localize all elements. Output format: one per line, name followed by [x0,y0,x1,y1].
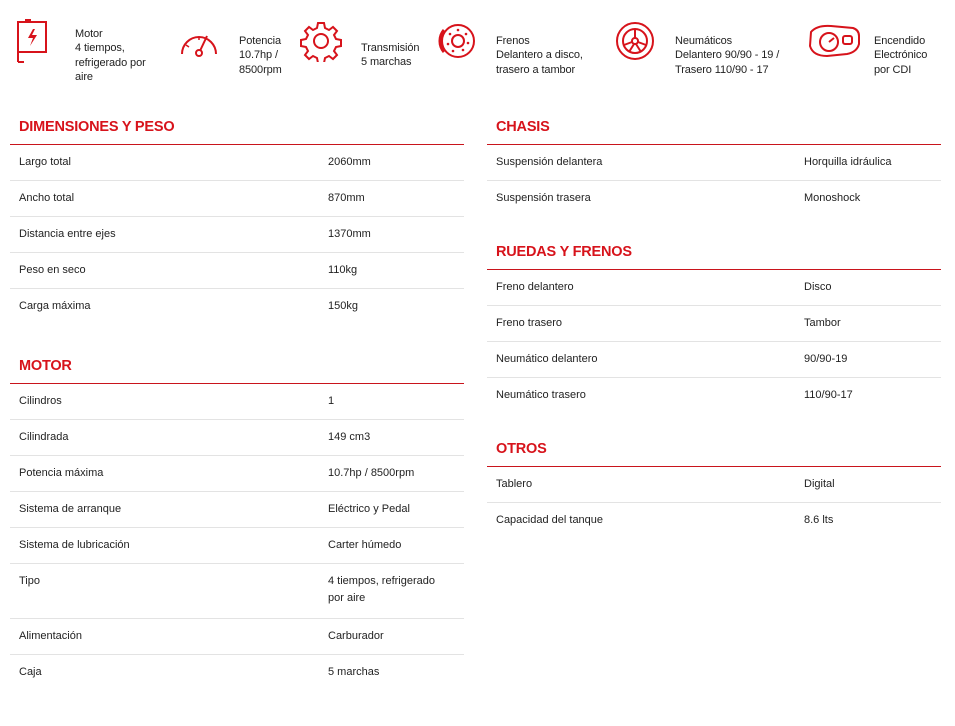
ignition-dashboard-icon [807,22,861,60]
spec-value: Tambor [804,317,841,329]
spec-label: Suspensión delantera [496,156,603,168]
tire-icon [614,20,656,62]
spec-label: Cilindros [19,395,62,407]
spec-value: 2060mm [328,156,371,168]
table-row [10,564,464,619]
table-row [10,420,464,456]
feature-text: Neumáticos Delantero 90/90 - 19 / Trasero 110/90 - 17 [675,34,780,76]
feature-neumaticos [610,0,800,95]
table-row [10,181,464,217]
brake-disc-icon [435,20,477,62]
table-row [10,253,464,289]
feature-frenos [430,0,590,95]
section-chasis [487,110,941,217]
spec-label: Suspensión trasera [496,192,591,204]
section-otros [487,432,941,539]
battery-icon [16,18,52,64]
spec-label: Carga máxima [19,300,91,312]
spec-label: Distancia entre ejes [19,228,116,240]
section-title: OTROS [487,432,941,467]
table-row [487,378,941,414]
table-row [487,342,941,378]
section-title: RUEDAS Y FRENOS [487,235,941,270]
spec-value: 1370mm [328,228,371,240]
table-row [10,619,464,655]
spec-label: Ancho total [19,192,75,204]
speedometer-icon [179,26,219,58]
spec-value: 149 cm3 [328,431,371,443]
spec-label: Tablero [496,478,533,490]
feature-encendido [805,0,955,95]
spec-value: 10.7hp / 8500rpm [328,467,415,479]
spec-label: Potencia máxima [19,467,104,479]
feature-text: Transmisión 5 marchas [361,41,420,68]
spec-value: 4 tiempos, refrigerado por aire [328,575,435,604]
table-row [10,528,464,564]
feature-text: Potencia 10.7hp / 8500rpm [239,34,282,76]
feature-text: Motor 4 tiempos, refrigerado por aire [75,27,146,83]
spec-value: Disco [804,281,832,293]
spec-label: Neumático delantero [496,353,598,365]
feature-transmision [295,0,425,95]
table-row [487,503,941,539]
spec-value: 5 marchas [328,666,380,678]
spec-label: Cilindrada [19,431,69,443]
spec-label: Neumático trasero [496,389,586,401]
section-motor [10,349,464,691]
spec-label: Alimentación [19,630,82,642]
spec-value: Horquilla idráulica [804,156,892,168]
spec-label: Largo total [19,156,71,168]
table-row [10,217,464,253]
spec-label: Caja [19,666,42,678]
table-row [10,456,464,492]
spec-label: Sistema de arranque [19,503,122,515]
spec-value: 150kg [328,300,358,312]
spec-value: 8.6 lts [804,514,834,526]
spec-value: 870mm [328,192,365,204]
spec-value: 110/90-17 [804,389,853,401]
spec-value: 110kg [328,264,358,276]
table-row [487,467,941,503]
table-row [487,270,941,306]
section-title: MOTOR [10,349,464,384]
spec-label: Capacidad del tanque [496,514,604,526]
table-row [487,181,941,217]
right-column [487,110,941,539]
spec-label: Freno trasero [496,317,563,329]
table-row [10,384,464,420]
section-dimensiones [10,110,464,325]
feature-text: Encendido Electrónico por CDI [874,34,928,76]
spec-label: Sistema de lubricación [19,539,130,551]
section-ruedas-frenos [487,235,941,414]
table-row [10,289,464,325]
section-title: DIMENSIONES Y PESO [10,110,464,145]
spec-value: Carter húmedo [328,539,402,551]
feature-motor [0,0,160,95]
table-row [487,145,941,181]
spec-label: Freno delantero [496,281,574,293]
table-row [10,145,464,181]
feature-text: Frenos Delantero a disco, trasero a tambor [496,34,583,76]
section-title: CHASIS [487,110,941,145]
spec-label: Peso en seco [19,264,86,276]
spec-label: Tipo [19,575,40,587]
spec-value: Monoshock [804,192,861,204]
spec-value: Carburador [328,630,384,642]
table-row [10,492,464,528]
left-column [10,110,464,691]
spec-value: Digital [804,478,835,490]
feature-potencia [170,0,300,95]
gear-icon [300,20,342,62]
table-row [487,306,941,342]
spec-value: Eléctrico y Pedal [328,503,410,515]
spec-value: 90/90-19 [804,353,848,365]
table-row [10,655,464,691]
spec-value: 1 [328,395,335,407]
